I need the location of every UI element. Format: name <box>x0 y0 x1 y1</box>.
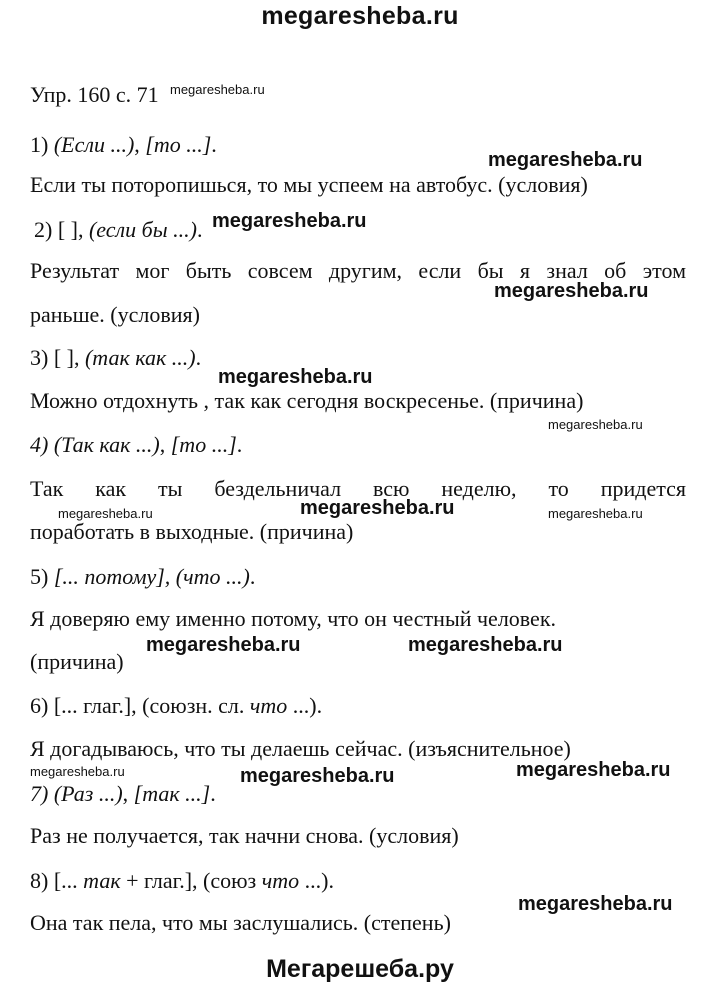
sentence-8: Она так пела, что мы заслушались. (степень) <box>30 910 451 935</box>
watermark: megaresheba.ru <box>240 765 395 787</box>
sentence-2-line-1: Результат мог быть совсем другим, если бы я знал об этом <box>30 258 686 283</box>
watermark: megaresheba.ru <box>548 506 643 521</box>
watermark: megaresheba.ru <box>300 497 455 519</box>
watermark: megaresheba.ru <box>516 759 671 781</box>
scheme-7: 7) (Раз ...), [так ...]. <box>30 781 216 806</box>
sentence-2-line-2: раньше. (условия) <box>30 302 200 327</box>
sentence-6: Я догадываюсь, что ты делаешь сейчас. (изъяснительное) <box>30 736 571 761</box>
watermark: megaresheba.ru <box>494 280 649 302</box>
watermark: megaresheba.ru <box>30 764 125 779</box>
watermark: megaresheba.ru <box>146 634 301 656</box>
exercise-title: Упр. 160 с. 71 <box>30 82 159 107</box>
sentence-7: Раз не получается, так начни снова. (условия) <box>30 823 459 848</box>
watermark: megaresheba.ru <box>58 506 153 521</box>
sentence-5-line-1: Я доверяю ему именно потому, что он честный человек. <box>30 606 557 631</box>
site-header: megaresheba.ru <box>261 2 459 30</box>
watermark: megaresheba.ru <box>218 366 373 388</box>
scheme-4: 4) (Так как ...), [то ...]. <box>30 432 243 457</box>
scheme-2: 2) [ ], (если бы ...). <box>34 217 203 242</box>
sentence-4-line-2: поработать в выходные. (причина) <box>30 519 354 544</box>
watermark: megaresheba.ru <box>518 893 673 915</box>
sentence-1: Если ты поторопишься, то мы успеем на автобус. (условия) <box>30 172 588 197</box>
watermark: megaresheba.ru <box>212 210 367 232</box>
scheme-6: 6) [... глаг.], (союзн. сл. что ...). <box>30 693 323 718</box>
watermark: megaresheba.ru <box>488 149 643 171</box>
sentence-3: Можно отдохнуть , так как сегодня воскресенье. (причина) <box>30 388 584 413</box>
scheme-3: 3) [ ], (так как ...). <box>30 345 202 370</box>
scheme-8: 8) [... так + глаг.], (союз что ...). <box>30 868 334 893</box>
sentence-4-line-1: Так как ты бездельничал всю неделю, то придется <box>30 476 686 501</box>
sentence-5-line-2: (причина) <box>30 649 124 674</box>
watermark: megaresheba.ru <box>170 82 265 97</box>
scheme-1: 1) (Если ...), [то ...]. <box>30 132 217 157</box>
scheme-5: 5) [... потому], (что ...). <box>30 564 256 589</box>
watermark: megaresheba.ru <box>408 634 563 656</box>
watermark: megaresheba.ru <box>548 417 643 432</box>
site-footer: Мегарешеба.ру <box>266 955 454 983</box>
